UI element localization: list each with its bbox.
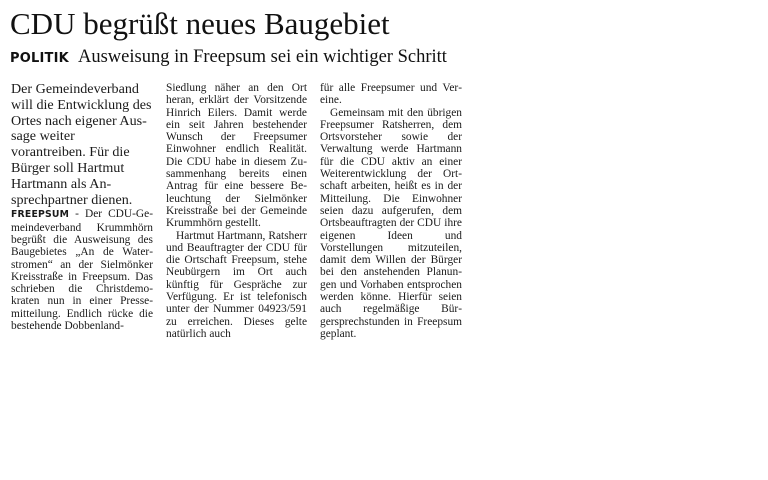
article-column-3 [320, 82, 462, 340]
section-kicker: POLITIK [10, 51, 69, 66]
article-column-2 [166, 82, 307, 340]
article-headline: CDU begrüßt neues Baugebiet [10, 6, 390, 41]
article-subline [10, 46, 447, 70]
article-paragraph [11, 208, 153, 332]
article-lead: Der Gemeindeverband will die Entwicklung des Ortes nach eigener Aussage weiter vorantreiben. Für die Bürger soll Hartmut Hartmann als Ansprechpartner dienen. [11, 81, 152, 208]
article-paragraph: Siedlung näher an den Ort heran, erklärt der Vorsitzende Hinrich Eilers. Damit werde ein seit Jahren bestehender Wunsch der Freepsumer Einwohner endlich Realität. Die CDU habe in diesem Zusammenhang bereits einen Antrag für eine bessere Beleuchtung der Sielmönker Kreisstraße bei der Gemeinde Krummhörn gestellt. [166, 82, 307, 230]
article-paragraph: für alle Freepsumer und Vereine. [320, 82, 462, 107]
article-dateline: FREEPSUM [11, 209, 70, 221]
article-paragraph: Gemeinsam mit den übrigen Freepsumer Ratsherren, dem Ortsvorsteher sowie der Verwaltung werde Hartmann für die CDU aktiv an einer Weiterentwicklung der Ortschaft arbeiten, heißt es in der Mitteilung. Die Einwohner seien dazu aufgerufen, dem Ortsbeauftragten der CDU ihre eigenen Ideen und Vorstellungen mitzuteilen, damit dem Willen der Bürger bei den anstehenden Planungen und Vorhaben entsprochen werden könne. Hierfür seien auch regelmäßige Bürgersprechstunden in Freepsum geplant. [320, 106, 462, 340]
article-column-1 [11, 82, 153, 332]
article-body-text: - Der CDU-Gemeindeverband Krummhörn begrüßt die Ausweisung des Baugebietes „An de Waterstromen“ an der Sielmönker Kreisstraße in Freepsum. Das schrieben die Christdemokraten nun in einer Pressemitteilung. Endlich rücke die bestehende Dobbenland- [11, 208, 153, 333]
article-paragraph: Hartmut Hartmann, Ratsherr und Beauftragter der CDU für die Ortschaft Freepsum, stehe Neubürgern im Ort auch künftig für Gespräche zur Verfügung. Er ist telefonisch unter der Nummer 04923/591 zu erreichen. Dieses gelte natürlich auch [166, 229, 307, 340]
article-subtitle: Ausweisung in Freepsum sei ein wichtiger Schritt [77, 47, 447, 67]
